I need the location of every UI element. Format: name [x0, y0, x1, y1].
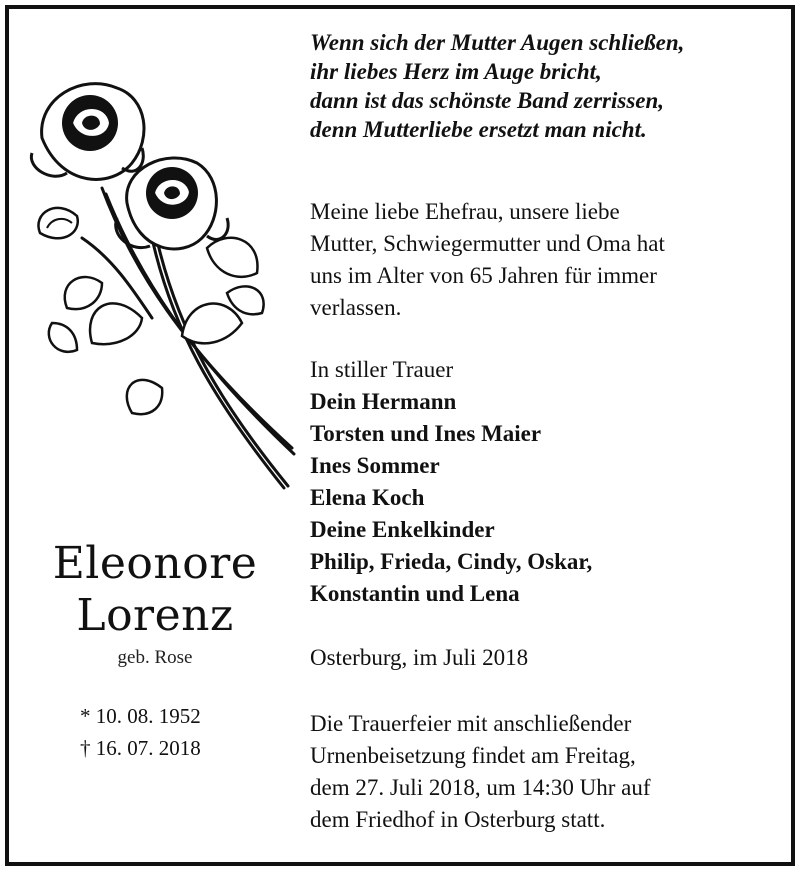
mourner-name: Torsten und Ines Maier: [310, 421, 542, 446]
poem-line: dann ist das schönste Band zerrissen,: [310, 88, 665, 113]
mourner-name: Konstantin und Lena: [310, 581, 520, 606]
announcement-line: verlassen.: [310, 295, 402, 320]
birth-date: * 10. 08. 1952: [80, 704, 201, 728]
ceremony-line: Urnenbeisetzung findet am Freitag,: [310, 743, 636, 768]
place-date: Osterburg, im Juli 2018: [310, 645, 529, 670]
ceremony-line: Die Trauerfeier mit anschließender: [310, 711, 632, 736]
ceremony-line: dem 27. Juli 2018, um 14:30 Uhr auf: [310, 775, 651, 800]
announcement-text: [310, 196, 665, 324]
deceased-born-name: geb. Rose: [117, 647, 193, 668]
poem: [310, 28, 780, 144]
announcement-line: Mutter, Schwiegermutter und Oma hat: [310, 231, 665, 256]
deceased-last-name: Lorenz: [76, 590, 234, 641]
mourner-name: Ines Sommer: [310, 453, 440, 478]
announcement-line: uns im Alter von 65 Jahren für immer: [310, 263, 657, 288]
death-date: † 16. 07. 2018: [80, 736, 201, 760]
poem-line: ihr liebes Herz im Auge bricht,: [310, 59, 602, 84]
mourners-intro: In stiller Trauer: [310, 357, 454, 382]
ceremony-text: [310, 708, 651, 836]
poem-line: Wenn sich der Mutter Augen schließen,: [310, 30, 685, 55]
poem-line: denn Mutterliebe ersetzt man nicht.: [310, 117, 647, 142]
ceremony-line: dem Friedhof in Osterburg statt.: [310, 807, 606, 832]
announcement-line: Meine liebe Ehefrau, unsere liebe: [310, 199, 620, 224]
mourner-name: Deine Enkelkinder: [310, 517, 495, 542]
mourner-name: Elena Koch: [310, 485, 425, 510]
mourner-name: Philip, Frieda, Cindy, Oskar,: [310, 549, 593, 574]
mourners-list: [310, 354, 592, 610]
deceased-first-name: Eleonore: [52, 538, 258, 589]
mourner-name: Dein Hermann: [310, 389, 457, 414]
roses-illustration-icon: [22, 68, 302, 498]
